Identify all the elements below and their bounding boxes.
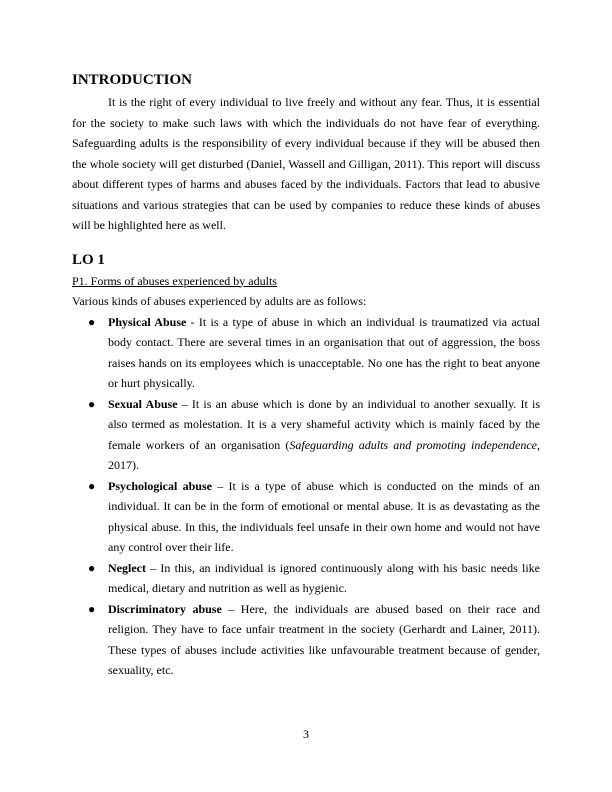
list-item-text-after: , 2017). [108, 437, 540, 472]
list-item-neglect [72, 558, 540, 599]
list-item-text: – It is an abuse which is done by an individual to another sexually. It is also termed as molestation. It is a very shameful activity which is mainly faced by the female workers of an organisation ( [108, 396, 540, 452]
list-item-text: - It is a type of abuse in which an individual is traumatized via actual body contact. There are several times in an organisation that out of aggression, the boss raises hands on its employees which is unacceptable. No one has the right to beat anyone or hurt physically. [108, 314, 540, 390]
introduction-heading: INTRODUCTION [72, 72, 193, 88]
lo1-heading: LO 1 [72, 251, 105, 268]
list-item-discriminatory [72, 599, 540, 681]
list-item-text: – In this, an individual is ignored continuously along with his basic needs like medical, dietary and nutrition as well as hygienic. [108, 560, 540, 595]
list-item-text: – Here, the individuals are abused based on their race and religion. They have to face unfair treatment in the society (Gerhardt and Lainer, 2011). These types of abuses include activities like unfavourable treatment because of gender, sexuality, etc. [108, 601, 541, 677]
list-item-psychological [72, 476, 540, 558]
lo1-subheading: P1. Forms of abuses experienced by adults [72, 273, 277, 288]
list-item-citation: Safeguarding adults and promoting independence [289, 437, 537, 452]
lo1-intro: Various kinds of abuses experienced by adults are as follows: [72, 294, 367, 308]
list-item-term: Psychological abuse [108, 478, 212, 493]
list-item-term: Neglect [108, 560, 146, 575]
abuse-list [72, 312, 540, 681]
bullet-icon: ● [88, 478, 96, 493]
bullet-icon: ● [88, 560, 96, 575]
list-item-term: Discriminatory abuse [108, 601, 222, 616]
page-content [72, 71, 540, 681]
list-item-term: Sexual Abuse [108, 396, 178, 411]
bullet-icon: ● [88, 601, 96, 616]
list-item-term: Physical Abuse [108, 314, 187, 329]
introduction-paragraph: It is the right of every individual to live freely and without any fear. Thus, it is essential for the society to make such laws with which the individuals do not have fear of everything. Safeguarding adults is the responsibility of every individual because if they will be abused then the whole society will get disturbed (Daniel, Wassell and Gilligan, 2011). This report will discuss about different types of harms and abuses faced by the individuals. Factors that lead to abusive situations and various strategies that can be used by companies to reduce these kinds of abuses will be highlighted here as well. [72, 95, 540, 232]
bullet-icon: ● [88, 314, 96, 329]
page-number: 3 [303, 727, 309, 741]
list-item-sexual [72, 394, 540, 476]
list-item-physical [72, 312, 540, 394]
list-item-text: – It is a type of abuse which is conducted on the minds of an individual. It can be in the form of emotional or mental abuse. It is as devastating as the physical abuse. In this, the individuals feel unsafe in their own home and would not have any control over their life. [108, 478, 540, 554]
bullet-icon: ● [88, 396, 96, 411]
